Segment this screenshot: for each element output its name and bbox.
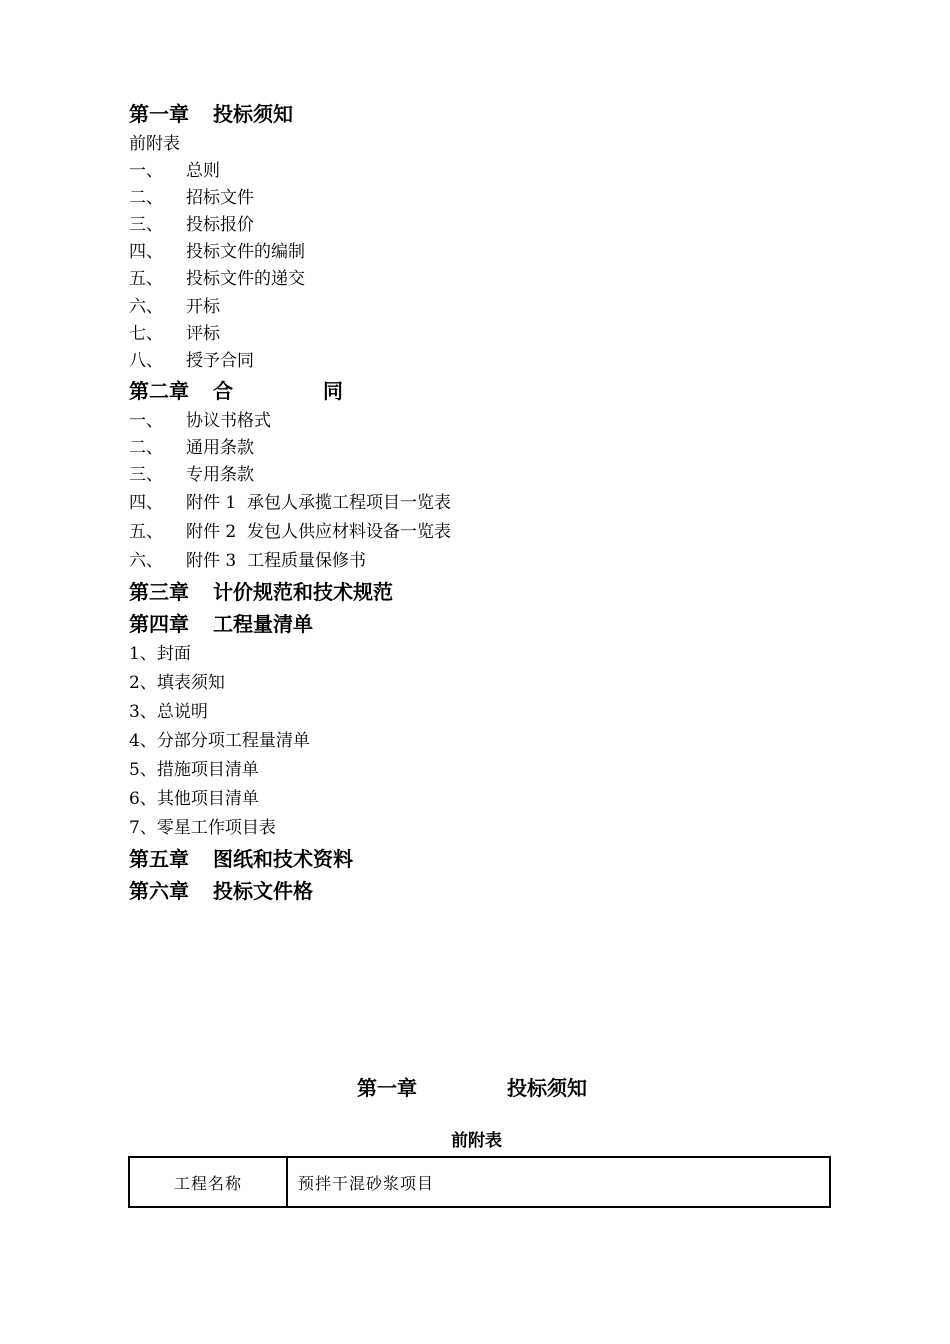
toc-item: 2、填表须知 — [129, 673, 225, 693]
toc-item: 3、总说明 — [129, 702, 208, 722]
toc-chapter-1: 第一章 投标须知 — [129, 102, 293, 126]
toc-item: 七、 评标 — [129, 324, 220, 344]
toc-chapter-2: 第二章 合 同 — [129, 379, 343, 403]
toc-item: 1、封面 — [129, 644, 191, 664]
toc-chapter-4: 第四章 工程量清单 — [129, 612, 313, 636]
toc-item: 4、分部分项工程量清单 — [129, 731, 310, 751]
toc-item: 六、 开标 — [129, 297, 220, 317]
table-caption: 前附表 — [451, 1131, 502, 1151]
toc-item: 一、 总则 — [129, 161, 220, 181]
table-cell-value: 预拌干混砂浆项目 — [287, 1157, 830, 1207]
toc-item: 四、 附件 1 承包人承揽工程项目一览表 — [129, 493, 452, 513]
toc-item: 四、 投标文件的编制 — [129, 242, 305, 262]
toc-item: 八、 授予合同 — [129, 351, 254, 371]
toc-item: 五、 投标文件的递交 — [129, 269, 305, 289]
toc-item: 7、零星工作项目表 — [129, 818, 276, 838]
front-table — [128, 1156, 831, 1208]
toc-item: 6、其他项目清单 — [129, 789, 259, 809]
toc-item: 二、 招标文件 — [129, 188, 254, 208]
table-cell-label: 工程名称 — [129, 1157, 287, 1207]
toc-chapter-6: 第六章 投标文件格 — [129, 879, 313, 903]
section-heading: 第一章 投标须知 — [357, 1076, 587, 1100]
toc-front-table: 前附表 — [129, 134, 180, 154]
toc-item: 5、措施项目清单 — [129, 760, 259, 780]
toc-item: 六、 附件 3 工程质量保修书 — [129, 551, 367, 571]
table-row — [129, 1157, 830, 1207]
toc-item: 五、 附件 2 发包人供应材料设备一览表 — [129, 522, 452, 542]
toc-item: 二、 通用条款 — [129, 438, 254, 458]
toc-item: 三、 投标报价 — [129, 215, 254, 235]
toc-item: 一、 协议书格式 — [129, 411, 271, 431]
toc-item: 三、 专用条款 — [129, 465, 254, 485]
toc-chapter-3: 第三章 计价规范和技术规范 — [129, 580, 393, 604]
toc-chapter-5: 第五章 图纸和技术资料 — [129, 847, 353, 871]
